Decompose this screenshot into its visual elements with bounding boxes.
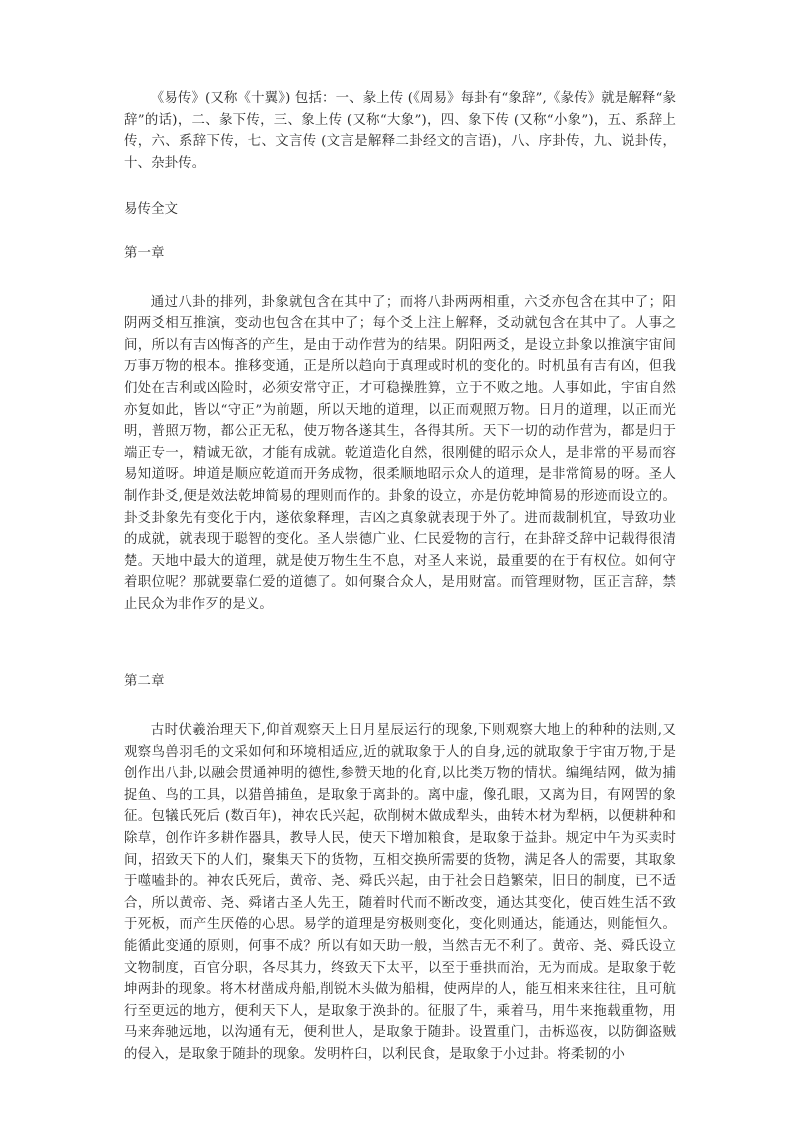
spacer [124, 693, 676, 720]
document-content [124, 88, 676, 1066]
spacer [124, 265, 676, 292]
spacer [124, 615, 676, 671]
chapter-body-two: 古时伏羲治理天下,仰首观察天上日月星辰运行的现象,下则观察大地上的种种的法则,又观察鸟兽羽毛的文采如何和环境相适应,近的就取象于人的自身,远的就取象于宇宙万物,于是创作出八卦,以融会贯通神明的德性,参赞天地的化育,以比类万物的情状。编绳结网，做为捕捉鱼、鸟的工具，以猎兽捕鱼，是取象于离卦的。离中虚，像孔眼，又离为目，有网罟的象征。包犠氏死后 (数百年)，神农氏兴起，砍削树木做成犁头，曲转木材为犁柄，以便耕种和除草，创作许多耕作器具，教导人民，使天下增加粮食，是取象于益卦。规定中午为买卖时间，招致天下的人们，聚集天下的货物，互相交换所需要的货物，满足各人的需要，其取象于噬嗑卦的。神农氏死后，黄帝、尧、舜氏兴起，由于社会日趋繁荣，旧日的制度，已不适合，所以黄帝、尧、舜诸古圣人先王，随着时代而不断改变，通达其变化，使百姓生活不致于死板，而产生厌倦的心思。易学的道理是穷极则变化，变化则通达，能通达，则能恒久。能循此变通的原则，何事不成？所以有如天助一般，当然吉无不利了。黄帝、尧、舜氏设立文物制度，百官分职，各尽其力，终致天下太平，以至于垂拱而治，无为而成。是取象于乾坤两卦的现象。将木材凿成舟船,削锐木头做为船楫，使两岸的人，能互相来来往往，且可航行至更远的地方，便利天下人，是取象于涣卦的。征服了牛，乘着马，用牛来拖载重物，用马来奔驰远地，以沟通有无，便利世人，是取象于随卦。设置重门，击柝巡夜，以防御盗贼的侵入，是取象于随卦的现象。发明杵臼，以利民食，是取象于小过卦。将柔韧的小 [124, 723, 676, 1062]
spacer [124, 174, 676, 199]
chapter-heading-two: 第二章 [124, 674, 165, 690]
intro-paragraph: 《易传》(又称《十翼》) 包括：一、彖上传 (《周易》每卦有“象辞”,《彖传》就是解释“彖辞”的话)，二、彖下传，三、象上传 (又称“大象”)，四、象下传 (又称“小象”)，五、系辞上传，六、系辞下传，七、文言传 (文言是解释二卦经文的言语)，八、序卦传，九、说卦传，十、杂卦传。 [124, 91, 676, 171]
spacer [124, 221, 676, 243]
chapter-body-one: 通过八卦的排列，卦象就包含在其中了；而将八卦两两相重，六爻亦包含在其中了；阳阴两爻相互推演，变动也包含在其中了；每个爻上注上解释，爻动就包含在其中了。人事之间，所以有吉凶悔吝的产生，是由于动作营为的结果。阴阳两爻，是设立卦象以推演宇宙间万事万物的根本。推移变通，正是所以趋向于真理或时机的变化的。时机虽有吉有凶，但我们处在吉利或凶险时，必须安常守正，才可稳操胜算，立于不败之地。人事如此，宇宙自然亦复如此，皆以“守正”为前题，所以天地的道理，以正而观照万物。日月的道理，以正而光明，普照万物，都公正无私，使万物各遂其生，各得其所。天下一切的动作营为，都是归于端正专一，精诚无欲，才能有成就。乾道造化自然，很刚健的昭示众人，是非常的平易而容易知道呀。坤道是顺应乾道而开务成物，很柔顺地昭示众人的道理，是非常简易的呀。圣人制作卦爻,便是效法乾坤简易的理则而作的。卦象的设立，亦是仿乾坤简易的形迹而设立的。卦爻卦象先有变化于内，遂依象释理，吉凶之真象就表现于外了。进而裁制机宜，导致功业的成就，就表现于聪智的变化。圣人崇德广业、仁民爱物的言行，在卦辞爻辞中记载得很清楚。天地中最大的道理，就是使万物生生不息，对圣人来说，最重要的在于有权位。如何守着职位呢？那就要靠仁爱的道德了。如何聚合众人，是用财富。而管理财物，匡正言辞，禁止民众为非作歹的是义。 [124, 294, 676, 612]
section-heading: 易传全文 [124, 202, 179, 218]
chapter-heading-one: 第一章 [124, 245, 165, 261]
